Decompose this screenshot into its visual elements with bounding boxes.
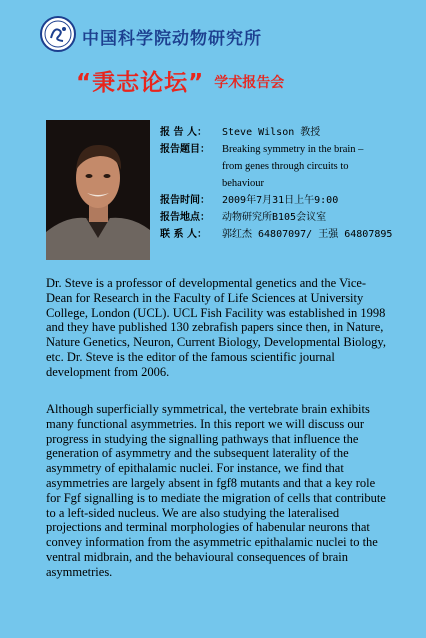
topic-row-3 bbox=[160, 175, 422, 192]
topic-line: Breaking symmetry in the brain – bbox=[222, 144, 364, 155]
speaker-biography: Dr. Steve is a professor of developmental genetics and the Vice-Dean for Research in the Faculty of Life Sciences at University College, London (UCL). UCL Fish Facility was established in 1998 and they have published 130 zebrafish papers since then, in Nature, Nature Genetics, Neuron, Current Biology, Developmental Biology, etc. Dr. Steve is the editor of the famous scientific journal development from 2006. bbox=[46, 276, 386, 379]
contact-row bbox=[160, 226, 422, 243]
institute-name: 中国科学院动物研究所 bbox=[82, 29, 262, 49]
topic-row bbox=[160, 141, 422, 158]
topic-indent bbox=[160, 175, 222, 192]
forum-heading bbox=[76, 64, 416, 100]
speaker-value: Steve Wilson 教授 bbox=[222, 127, 321, 138]
talk-info bbox=[160, 124, 422, 243]
forum-title: “秉志论坛” bbox=[76, 70, 205, 96]
cas-logo-icon bbox=[40, 16, 76, 52]
time-row bbox=[160, 192, 422, 209]
speaker-label: 报 告 人： bbox=[160, 127, 207, 138]
time-label: 报告时间： bbox=[160, 195, 210, 206]
forum-subtitle: 学术报告会 bbox=[214, 75, 285, 91]
place-row bbox=[160, 209, 422, 226]
topic-row-2 bbox=[160, 158, 422, 175]
topic-line: from genes through circuits to bbox=[222, 161, 349, 172]
speaker-photo bbox=[46, 120, 150, 260]
contact-label: 联 系 人： bbox=[160, 229, 207, 240]
speaker-row bbox=[160, 124, 422, 141]
place-label: 报告地点： bbox=[160, 212, 210, 223]
talk-abstract: Although superficially symmetrical, the vertebrate brain exhibits many functional asymmetries. In this report we will discuss our progress in studying the signalling pathways that influence the generation of asymmetry and the subsequent laterality of the asymmetry of epithalamic nuclei. For instance, we find that asymmetries are largely absent in fgf8 mutants and that a key role for Fgf signalling is to mediate the migration of cells that contribute to a left-sided nucleus. We are also studying the lateralised projections and terminal morphologies of habenular neurons that convey information from the asymmetric epithalamic nuclei to the ventral midbrain, and the behavioural consequences of brain asymmetries. bbox=[46, 402, 386, 579]
time-value: 2009年7月31日上午9:00 bbox=[222, 195, 339, 206]
header bbox=[40, 16, 420, 56]
topic-line: behaviour bbox=[222, 178, 264, 189]
topic-label: 报告题目： bbox=[160, 144, 210, 155]
place-value: 动物研究所B105会议室 bbox=[222, 212, 327, 223]
topic-indent bbox=[160, 158, 222, 175]
contact-value: 郭红杰 64807097/ 王强 64807895 bbox=[222, 229, 393, 240]
